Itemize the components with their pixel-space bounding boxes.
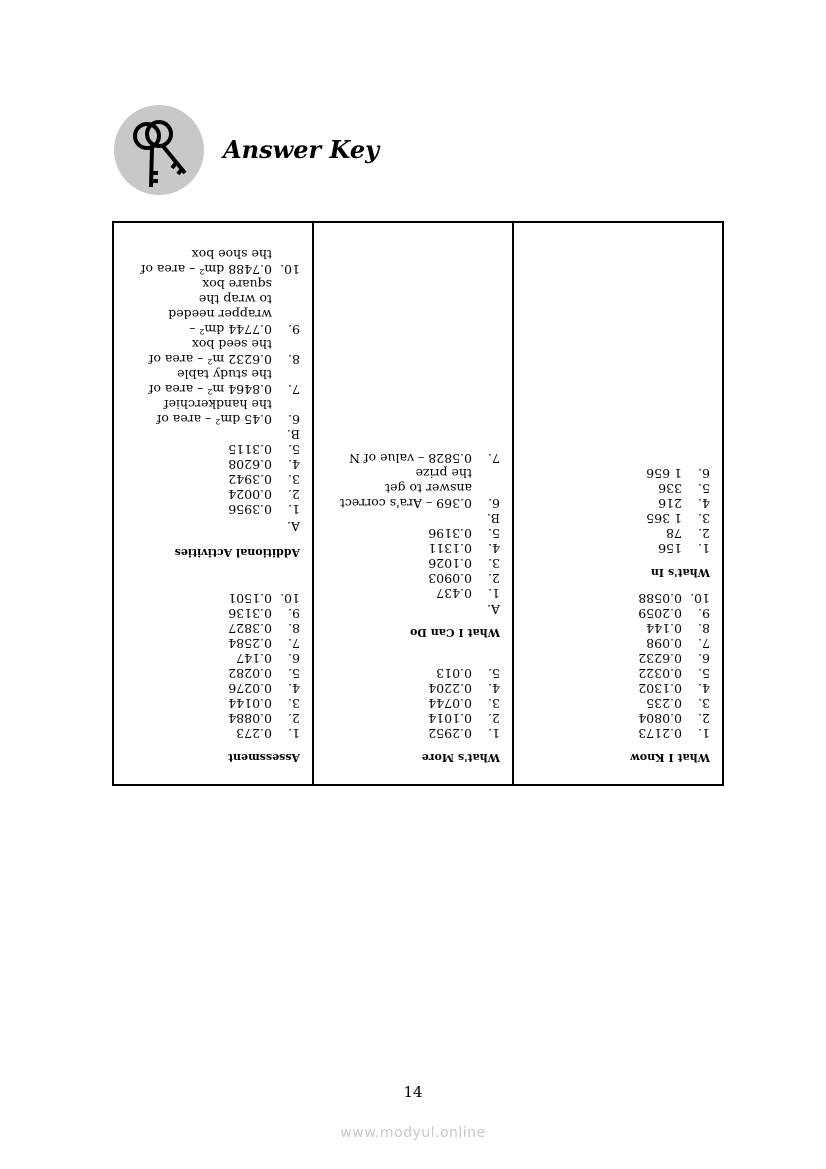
heading-assessment: Assessment [227, 751, 300, 764]
list-item: 4.0.0276 [228, 681, 300, 696]
list-item: 1.0.437 [436, 586, 500, 601]
section-label: A. [286, 519, 300, 534]
list-item: 2.0.0024 [228, 487, 300, 502]
answer-table [112, 221, 724, 786]
column-assessment [112, 221, 314, 786]
list-item-cont: wrapper needed [168, 307, 272, 322]
list-item: 1.0.2173 [638, 726, 710, 741]
list-item-cont: the prize [415, 466, 472, 481]
list-item: 6.1 656 [646, 466, 710, 481]
list-item: 5.0.0322 [638, 666, 710, 681]
list-item: 3.0.235 [646, 696, 710, 711]
list-item: 4.0.6208 [228, 457, 300, 472]
list-item: 1.0.2952 [428, 726, 500, 741]
list-item-cont: the seed box [191, 337, 272, 352]
list-item: 10.0.0588 [638, 591, 710, 606]
list-item: 6.0.6232 [638, 651, 710, 666]
list-item: 5.0.3115 [228, 442, 300, 457]
list-item: 3.1 365 [646, 511, 710, 526]
list-item-cont: square box [202, 277, 272, 292]
list-item: 1.0.3956 [228, 502, 300, 517]
heading-what-i-can-do: What I Can Do [410, 626, 500, 639]
list-item: 4.0.1302 [638, 681, 710, 696]
list-item: 3.0.0744 [428, 696, 500, 711]
section-label: A. [486, 602, 500, 617]
page-number: 14 [403, 1083, 423, 1101]
list-item: 4.216 [658, 496, 710, 511]
answer-key-badge [114, 105, 204, 195]
list-item: 10.0.1501 [228, 591, 300, 606]
list-item: 8.0.3827 [228, 621, 300, 636]
list-item: 2.0.0903 [428, 571, 500, 586]
list-item: 7.0.5828 – value of N [349, 451, 500, 466]
list-item: 4.0.1311 [428, 541, 500, 556]
watermark: www.modyul.online [340, 1125, 486, 1141]
list-item: 7.0.8464 m² – area of [148, 382, 300, 397]
heading-whats-more: What's More [421, 751, 500, 764]
list-item: 8.0.6232 m² – area of [148, 352, 300, 367]
list-item: 3.0.3942 [228, 472, 300, 487]
list-item: 5.0.3196 [428, 526, 500, 541]
keys-icon [114, 105, 204, 195]
page-title: Answer Key [223, 135, 380, 164]
list-item: 6.0.369 – Ara's correct [339, 496, 500, 511]
list-item: 10.0.7488 dm² – area of [140, 262, 300, 277]
list-item: 9.0.2059 [638, 606, 710, 621]
list-item-cont: the shoe box [191, 247, 272, 262]
section-label: B. [286, 427, 300, 442]
heading-what-i-know: What I Know [630, 751, 710, 764]
list-item: 7.0.2584 [228, 636, 300, 651]
list-item: 5.336 [658, 481, 710, 496]
column-what-i-know [512, 221, 724, 786]
list-item: 3.0.1026 [428, 556, 500, 571]
list-item: 4.0.2204 [428, 681, 500, 696]
list-item: 9.0.3136 [228, 606, 300, 621]
list-item: 1.156 [658, 541, 710, 556]
list-item: 5.0.0282 [228, 666, 300, 681]
list-item: 9.0.7744 dm² – [189, 322, 300, 337]
list-item: 7.0.098 [646, 636, 710, 651]
list-item: 8.0.144 [646, 621, 710, 636]
list-item: 3.0.0144 [228, 696, 300, 711]
list-item-cont: the handkerchief [163, 397, 272, 412]
list-item: 2.0.1014 [428, 711, 500, 726]
heading-additional-activities: Additional Activities [174, 546, 300, 559]
list-item: 6.0.45 dm² – area of [156, 412, 300, 427]
list-item: 5.0.013 [436, 666, 500, 681]
list-item: 2.78 [666, 526, 710, 541]
list-item: 1.0.273 [236, 726, 300, 741]
heading-whats-in: What's In [650, 566, 710, 579]
list-item: 6.0.147 [236, 651, 300, 666]
list-item-cont: the study table [177, 367, 272, 382]
list-item: 2.0.0884 [228, 711, 300, 726]
column-whats-more [312, 221, 514, 786]
list-item-cont: answer to get [385, 481, 472, 496]
list-item-cont: to wrap the [198, 292, 272, 307]
list-item: 2.0.0804 [638, 711, 710, 726]
section-label: B. [486, 511, 500, 526]
